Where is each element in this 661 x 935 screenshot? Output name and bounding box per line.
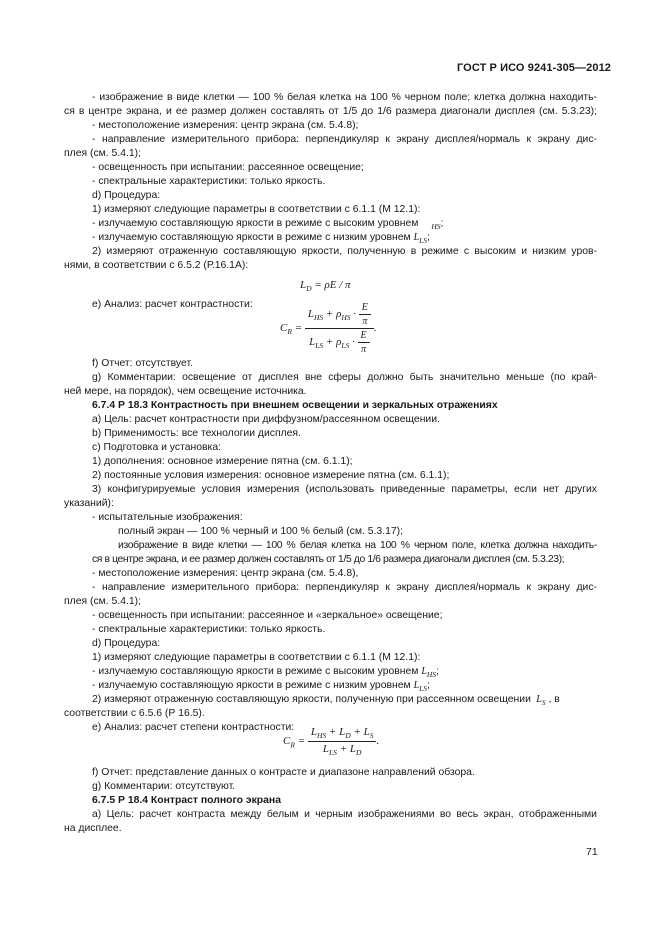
document-header: ГОСТ Р ИСО 9241-305—2012 <box>456 62 611 74</box>
text-line: ся в центре экрана, и ее размер должен составлять от 1/5 до 1/6 размера диагонали дисплея (см. 5.3.23); <box>92 554 565 565</box>
text-line: 1) дополнения: основное измерение пятна (см. 6.1.1); <box>92 456 353 467</box>
text-line: - спектральные характеристики: только яркость. <box>92 176 326 187</box>
text-line: - направление измерительного прибора: перпендикуляр к экрану дисплея/нормаль к экрану дис- <box>92 582 597 593</box>
text-line: 1) измеряют следующие параметры в соответствии с 6.1.1 (М 12.1): <box>92 652 421 663</box>
text-line: плея (см. 5.4.1); <box>64 596 142 607</box>
text-line: - местоположение измерения: центр экрана (см. 5.4.8); <box>92 120 359 131</box>
text-span: - излучаемую составляющую яркости в режиме с низким уровнем <box>92 680 411 691</box>
text-line-with-formula: - излучаемую составляющую яркости в режиме с высоким уровнем $L_{HS}$; <box>92 666 439 679</box>
formula-contrast-2: $C_R$ = $\frac{L_{HS} + L_D + L_S}{L_{LS} + L_D}$ . <box>283 726 380 758</box>
text-line-with-formula: - излучаемую составляющую яркости в режиме с низким уровнем $L_{LS}$; <box>92 680 430 693</box>
text-line: 1) измеряют следующие параметры в соответствии с 6.1.1 (М 12.1): <box>92 204 421 215</box>
text-line: 3) конфигурируемые условия измерения (использовать приведенные параметры, если нет других <box>92 484 597 495</box>
text-line: - спектральные характеристики: только яркость. <box>92 624 326 635</box>
formula-ld: $L_D = \rho E / \pi$ <box>300 279 351 294</box>
text-line: a) Цель: расчет контраста между белым и черным изображениями во весь экран, отображенными <box>92 809 597 820</box>
text-span: - излучаемую составляющую яркости в режиме с высоким уровнем <box>92 218 419 229</box>
text-line: b) Применимость: все технологии дисплея. <box>92 428 301 439</box>
text-line: ней мере, на порядок), чем освещение источника. <box>64 386 307 397</box>
text-span: - излучаемую составляющую яркости в режиме с низким уровнем <box>92 232 411 243</box>
formula-contrast-1: $C_R$ = $L_{HS} + \rho_{HS}$ · $\frac{E}{\pi}$ $L_{LS} + \rho_{LS}$ · $\frac{E}{\pi}$ . <box>280 302 377 355</box>
page-number: 71 <box>586 846 598 858</box>
text-line: указаний): <box>64 498 114 509</box>
text-line: g) Комментарии: освещение от дисплея вне сферы должно быть значительно меньше (по край- <box>92 372 597 383</box>
text-line: - изображение в виде клетки — 100 % белая клетка на 100 % черном поле; клетка должна находить- <box>92 92 597 103</box>
text-line: e) Анализ: расчет степени контрастности: <box>92 722 295 733</box>
text-line: a) Цель: расчет контрастности при диффузном/рассеянном освещении. <box>92 414 440 425</box>
text-line: изображение в виде клетки — 100 % белая клетка на 100 % черном поле, клетка должна находить- <box>118 540 597 551</box>
text-line: ся в центре экрана, и ее размер должен составлять от 1/5 до 1/6 размера диагонали дисплея (см. 5.3.23); <box>64 106 597 117</box>
text-span: 2) измеряют отраженную составляющую яркости, полученную при рассеянном освещении <box>92 694 531 705</box>
text-line: c) Подготовка и установка: <box>92 442 221 453</box>
text-line: - направление измерительного прибора: перпендикуляр к экрану дисплея/нормаль к экрану дис- <box>92 134 597 145</box>
text-line: e) Анализ: расчет контрастности: <box>92 299 253 310</box>
text-line: 2) постоянные условия измерения: основное измерение пятна (см. 6.1.1); <box>92 470 450 481</box>
text-line: - освещенность при испытании: рассеянное освещение; <box>92 162 364 173</box>
text-line: d) Процедура: <box>92 638 161 649</box>
section-heading: 6.7.4 Р 18.3 Контрастность при внешнем освещении и зеркальных отражениях <box>92 400 498 411</box>
text-line: - испытательные изображения: <box>92 512 243 523</box>
text-line: полный экран — 100 % черный и 100 % белый (см. 5.3.17); <box>118 526 404 537</box>
text-line: g) Комментарии: отсутствуют. <box>92 781 236 792</box>
text-line-with-formula: 2) измеряют отраженную составляющую яркости, полученную при рассеянном освещении $L_S$ , в <box>92 694 560 707</box>
section-heading: 6.7.5 Р 18.4 Контраст полного экрана <box>92 795 281 806</box>
text-line-with-formula: - излучаемую составляющую яркости в режиме с высоким уровнем $_{HS}$; <box>92 218 444 231</box>
text-line: f) Отчет: представление данных о контрасте и диапазоне направлений обзора. <box>92 767 475 778</box>
text-line: на дисплее. <box>64 823 122 834</box>
text-line: d) Процедура: <box>92 190 161 201</box>
text-line: 2) измеряют отраженную составляющую яркости, полученную в режиме с высоким и низким уров- <box>92 246 597 257</box>
text-span: - излучаемую составляющую яркости в режиме с высоким уровнем <box>92 666 419 677</box>
text-line: f) Отчет: отсутствует. <box>92 358 193 369</box>
text-line: плея (см. 5.4.1); <box>64 148 142 159</box>
text-line: соответствии с 6.5.6 (Р 16.5). <box>64 708 205 719</box>
text-line: - освещенность при испытании: рассеянное и «зеркальное» освещение; <box>92 610 443 621</box>
text-line: - местоположение измерения: центр экрана (см. 5.4.8), <box>92 568 359 579</box>
text-line-with-formula: - излучаемую составляющую яркости в режиме с низким уровнем $L_{LS}$; <box>92 232 430 245</box>
text-line: нями, в соответствии с 6.5.2 (Р.16.1А): <box>64 260 249 271</box>
